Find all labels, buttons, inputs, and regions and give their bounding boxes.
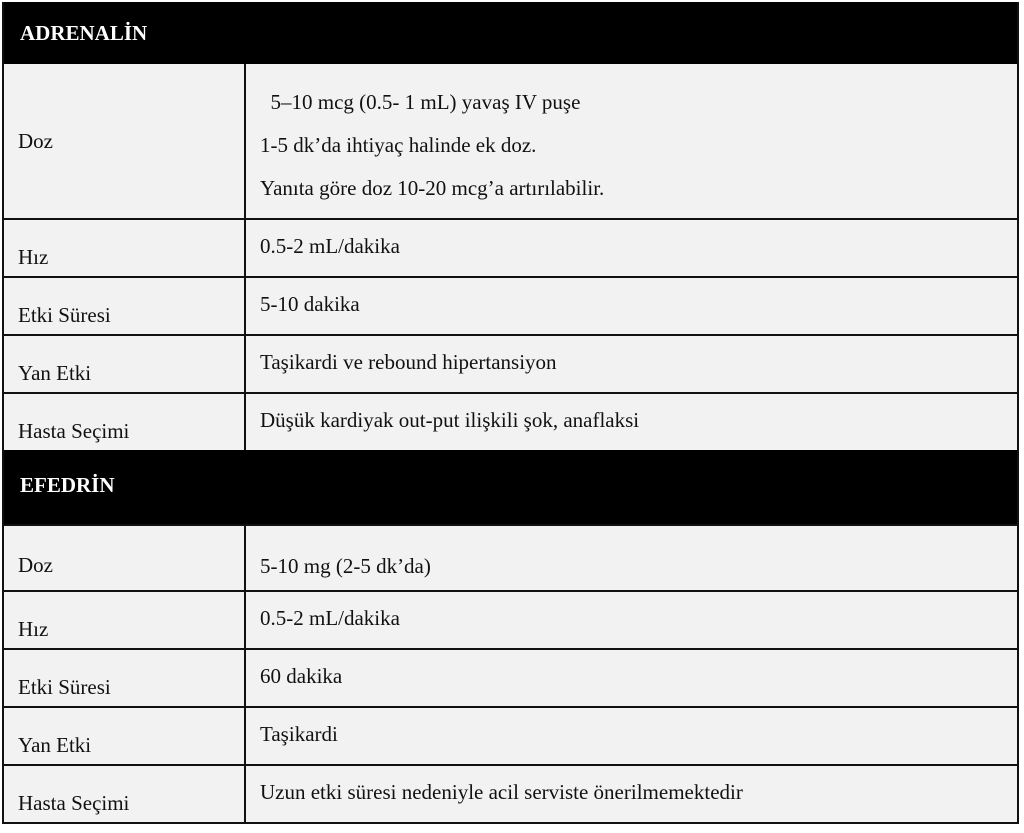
- table-row: [4, 766, 1017, 824]
- dose-line: 1-5 dk’da ihtiyaç halinde ek doz.: [260, 133, 537, 157]
- section-title: ADRENALİN: [20, 20, 148, 45]
- row-value: 0.5-2 mL/dakika: [260, 606, 400, 630]
- row-label: Yan Etki: [4, 336, 246, 392]
- table-row: [4, 524, 1017, 592]
- table-row-dose: [4, 64, 1017, 220]
- row-value: Uzun etki süresi nedeniyle acil serviste önerilmemektedir: [260, 780, 743, 804]
- section-header-adrenalin: [4, 2, 1017, 64]
- dose-line: 5–10 mcg (0.5- 1 mL) yavaş IV puşe: [260, 90, 581, 114]
- row-label: Etki Süresi: [4, 278, 246, 334]
- row-value: Taşikardi ve rebound hipertansiyon: [260, 350, 557, 374]
- table-row: [4, 336, 1017, 394]
- table-row: [4, 394, 1017, 450]
- section-title: EFEDRİN: [20, 472, 115, 497]
- dose-line: Yanıta göre doz 10-20 mcg’a artırılabilir.: [260, 176, 605, 200]
- row-label: Doz: [4, 64, 246, 218]
- table-row: [4, 220, 1017, 278]
- row-value: 5-10 dakika: [260, 292, 360, 316]
- row-label: Etki Süresi: [4, 650, 246, 706]
- row-label: Hız: [4, 220, 246, 276]
- table-row: [4, 592, 1017, 650]
- row-label: Yan Etki: [4, 708, 246, 764]
- section-header-efedrin: [4, 450, 1017, 524]
- table-row: [4, 650, 1017, 708]
- table-row: [4, 278, 1017, 336]
- row-label: Hasta Seçimi: [4, 394, 246, 450]
- row-value: 5-10 mg (2-5 dk’da): [260, 554, 431, 578]
- row-label: Hız: [4, 592, 246, 648]
- row-value: Düşük kardiyak out-put ilişkili şok, anaflaksi: [260, 408, 640, 432]
- row-value: 0.5-2 mL/dakika: [260, 234, 400, 258]
- row-label: Hasta Seçimi: [4, 766, 246, 822]
- table-row: [4, 708, 1017, 766]
- row-value: Taşikardi: [260, 722, 338, 746]
- dose-value: [246, 64, 1017, 218]
- drug-info-table: [2, 2, 1019, 824]
- row-label: Doz: [4, 526, 246, 590]
- row-value: 60 dakika: [260, 664, 343, 688]
